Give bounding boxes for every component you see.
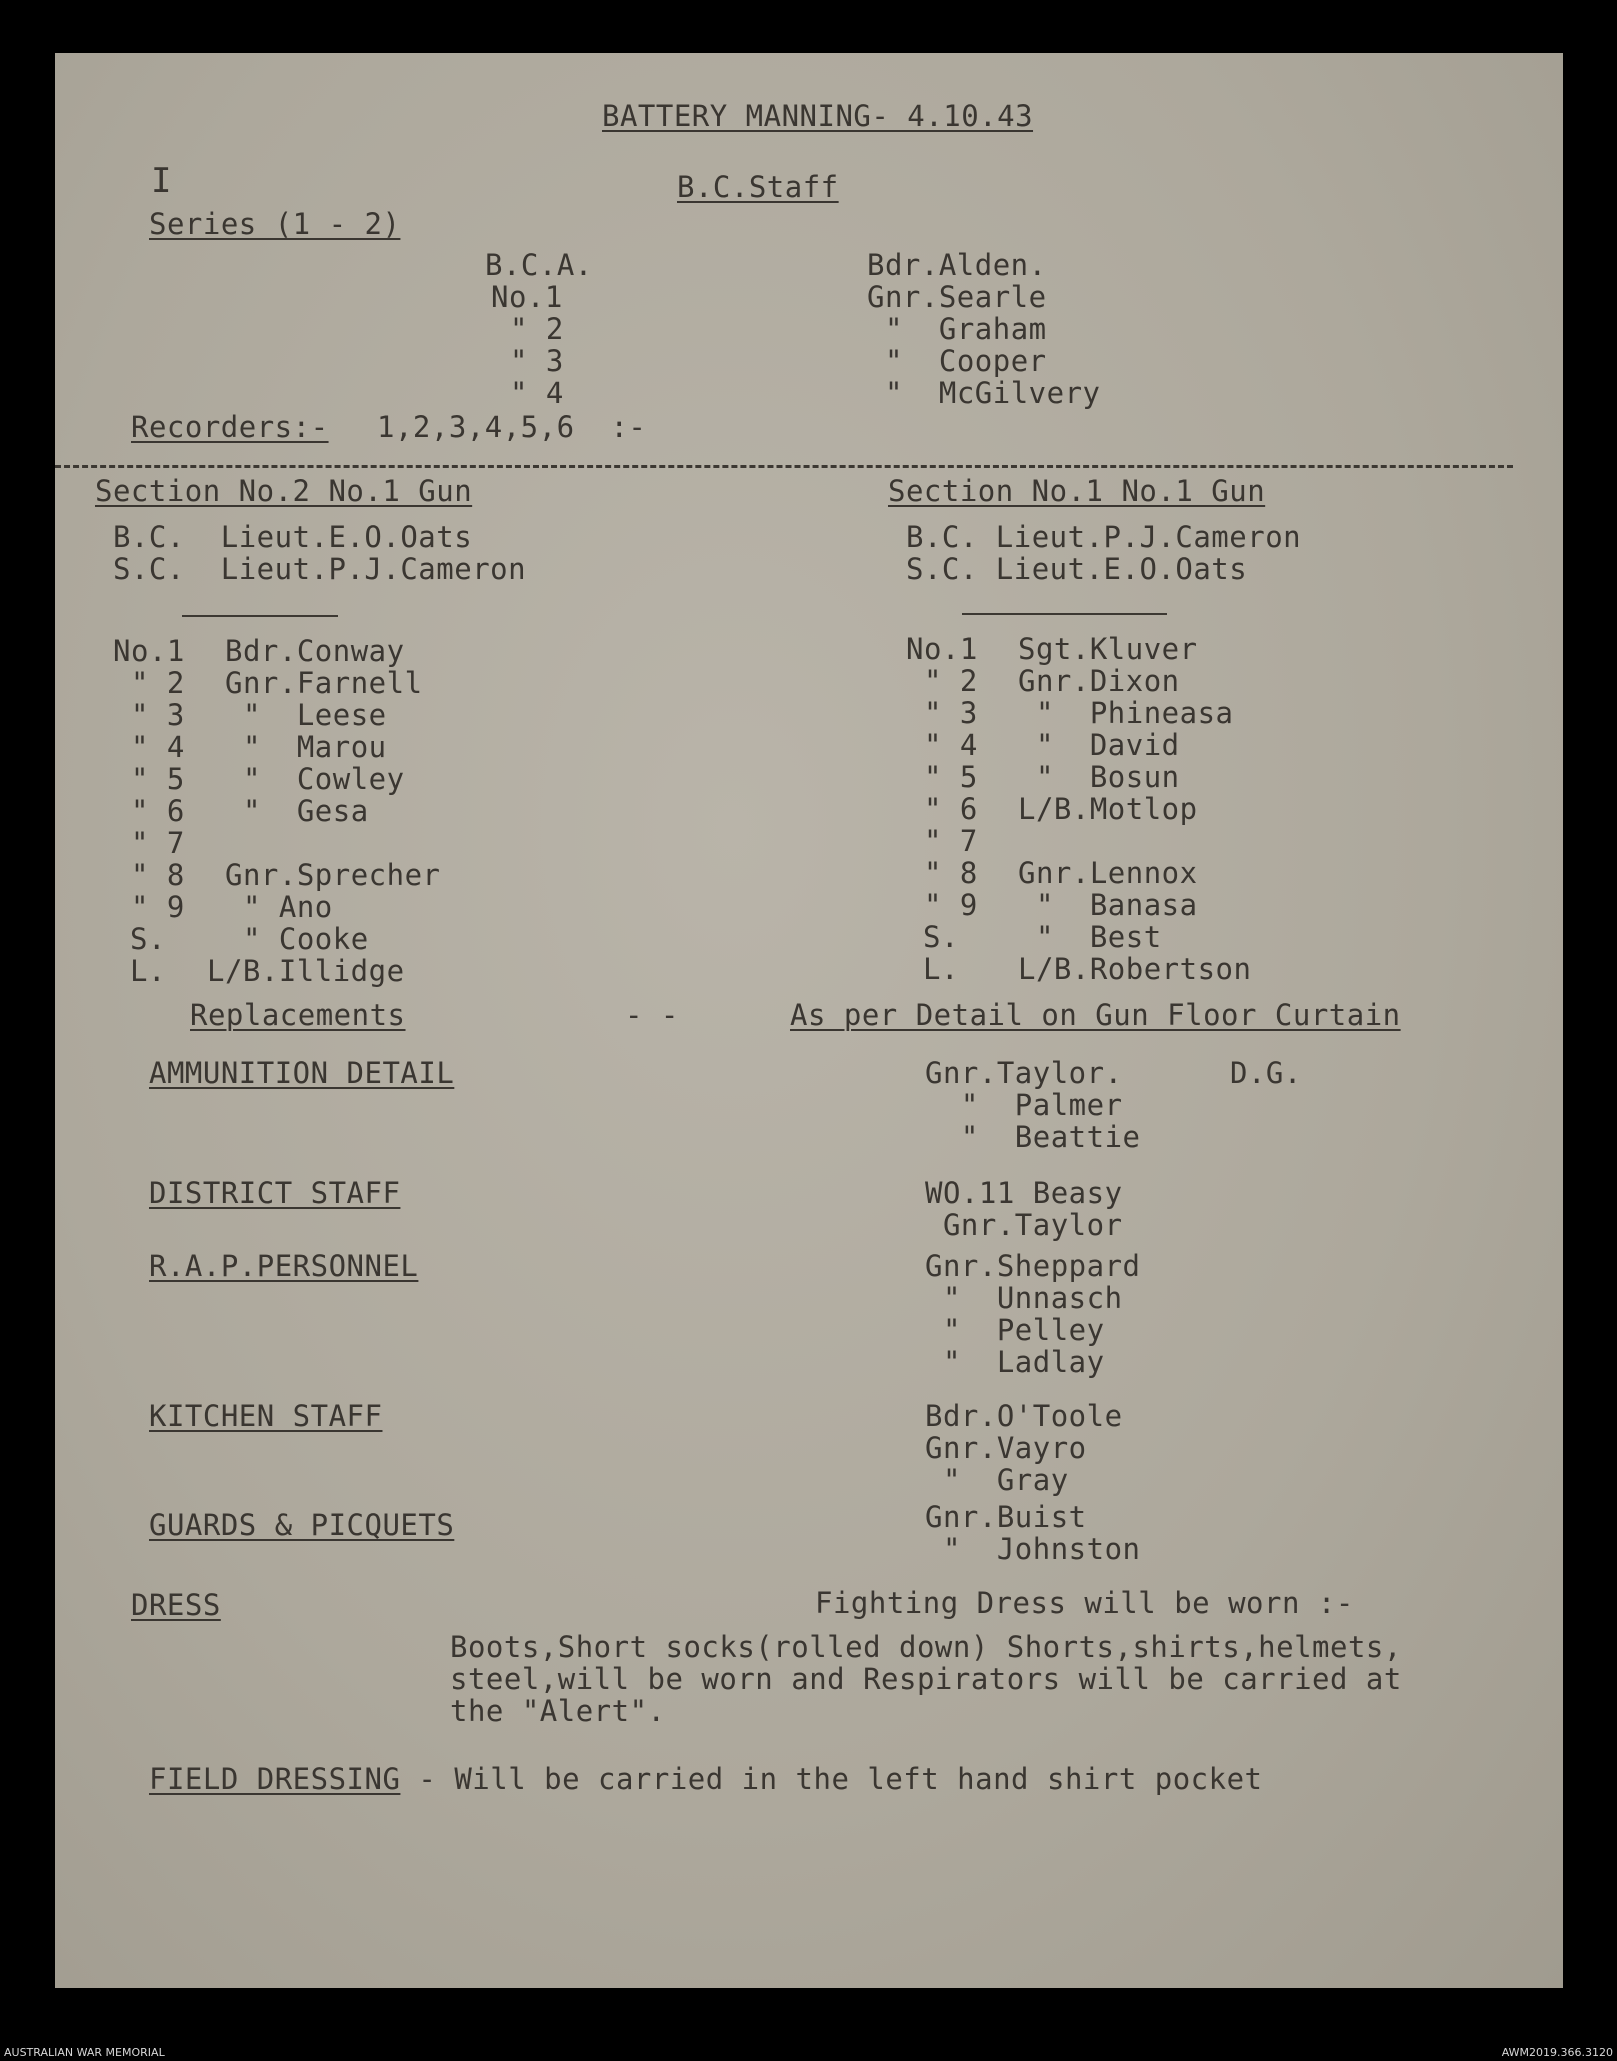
handwritten-mark: I	[151, 161, 172, 201]
bc-staff-name: Gnr.Searle	[867, 280, 1047, 314]
left-crew-position: " 9	[113, 890, 185, 924]
left-crew-position: " 5	[113, 762, 185, 796]
left-crew-name: Gnr.Sprecher	[225, 858, 441, 892]
left-crew-position: " 2	[113, 666, 185, 700]
section-divider	[55, 465, 1513, 468]
bc-staff-position: " 3	[510, 344, 564, 378]
ammunition-name: " Beattie	[925, 1120, 1141, 1154]
right-crew-position: " 3	[906, 696, 978, 730]
district-name: WO.11 Beasy	[925, 1176, 1123, 1210]
rap-name: " Ladlay	[925, 1345, 1105, 1379]
guards-label: GUARDS & PICQUETS	[149, 1508, 455, 1542]
guards-name: Gnr.Buist	[925, 1500, 1087, 1534]
district-name: Gnr.Taylor	[925, 1208, 1123, 1242]
right-crew-name: " Phineasa	[1018, 696, 1234, 730]
right-crew-position: L.	[923, 952, 959, 986]
ammunition-label: AMMUNITION DETAIL	[149, 1056, 455, 1090]
right-short-rule	[962, 613, 1167, 615]
footer-right: AWM2019.366.3120	[1501, 2046, 1613, 2059]
right-crew-position: " 9	[906, 888, 978, 922]
right-crew-name: " Bosun	[1018, 760, 1180, 794]
kitchen-name: Bdr.O'Toole	[925, 1399, 1123, 1433]
left-sc: S.C. Lieut.P.J.Cameron	[113, 552, 527, 586]
replacements-separator: - -	[625, 998, 679, 1032]
rap-name: Gnr.Sheppard	[925, 1249, 1141, 1283]
recorders-value: 1,2,3,4,5,6 :-	[377, 410, 647, 444]
right-crew-name: " Banasa	[1018, 888, 1198, 922]
ammunition-name: " Palmer	[925, 1088, 1123, 1122]
right-crew-name: " David	[1018, 728, 1180, 762]
rap-name: " Pelley	[925, 1313, 1105, 1347]
left-crew-name: Bdr.Conway	[225, 634, 405, 668]
field-dressing-label: FIELD DRESSING	[149, 1762, 401, 1796]
left-section-header: Section No.2 No.1 Gun	[95, 474, 473, 508]
bc-staff-name: " Cooper	[885, 344, 1047, 378]
series-label: Series (1 - 2)	[149, 207, 401, 241]
left-crew-name: " Marou	[225, 730, 387, 764]
bc-staff-name: " McGilvery	[885, 376, 1101, 410]
bc-staff-position: B.C.A.	[485, 248, 593, 282]
left-crew-name: " Gesa	[225, 794, 369, 828]
left-crew-position: " 8	[113, 858, 185, 892]
right-crew-position: No.1	[906, 632, 978, 666]
field-dressing-text: - Will be carried in the left hand shirt pocket	[400, 1762, 1263, 1796]
dress-text-line: the "Alert".	[450, 1694, 666, 1728]
right-crew-name: L/B.Robertson	[1018, 952, 1252, 986]
dress-intro: Fighting Dress will be worn :-	[815, 1586, 1354, 1620]
left-crew-position: " 3	[113, 698, 185, 732]
right-sc: S.C. Lieut.E.O.Oats	[906, 552, 1248, 586]
replacements-label: Replacements	[190, 998, 406, 1032]
right-crew-name: Sgt.Kluver	[1018, 632, 1198, 666]
left-crew-name: L/B.Illidge	[207, 954, 405, 988]
rap-name: " Unnasch	[925, 1281, 1123, 1315]
document-title: BATTERY MANNING- 4.10.43	[602, 99, 1034, 133]
subtitle: B.C.Staff	[677, 170, 839, 204]
right-section-header: Section No.1 No.1 Gun	[888, 474, 1266, 508]
ammunition-name: Gnr.Taylor.	[925, 1056, 1123, 1090]
guards-name: " Johnston	[925, 1532, 1141, 1566]
right-crew-position: " 8	[906, 856, 978, 890]
field-dressing-row	[149, 1763, 1263, 1795]
right-bc: B.C. Lieut.P.J.Cameron	[906, 520, 1302, 554]
right-crew-position: " 6	[906, 792, 978, 826]
ammunition-note: D.G.	[1230, 1056, 1302, 1090]
bc-staff-position: " 2	[510, 312, 564, 346]
kitchen-label: KITCHEN STAFF	[149, 1399, 383, 1433]
right-crew-position: " 5	[906, 760, 978, 794]
left-crew-name: " Cooke	[225, 922, 369, 956]
recorders-label: Recorders:-	[131, 410, 329, 444]
left-crew-position: L.	[130, 954, 166, 988]
left-crew-position: S.	[130, 922, 166, 956]
left-crew-position: " 6	[113, 794, 185, 828]
district-label: DISTRICT STAFF	[149, 1176, 401, 1210]
dress-text-line: Boots,Short socks(rolled down) Shorts,shirts,helmets,	[450, 1630, 1402, 1664]
bc-staff-position: " 4	[510, 376, 564, 410]
kitchen-name: " Gray	[925, 1463, 1069, 1497]
rap-label: R.A.P.PERSONNEL	[149, 1249, 419, 1283]
right-crew-name: " Best	[1018, 920, 1162, 954]
right-crew-position: " 4	[906, 728, 978, 762]
bc-staff-name: Bdr.Alden.	[867, 248, 1047, 282]
right-crew-position: " 7	[906, 824, 978, 858]
right-crew-name: Gnr.Dixon	[1018, 664, 1180, 698]
left-crew-position: " 4	[113, 730, 185, 764]
left-crew-name: " Ano	[225, 890, 333, 924]
footer-left: AUSTRALIAN WAR MEMORIAL	[4, 2046, 165, 2059]
dress-label: DRESS	[131, 1588, 221, 1622]
kitchen-name: Gnr.Vayro	[925, 1431, 1087, 1465]
bc-staff-position: No.1	[491, 280, 563, 314]
left-crew-name: Gnr.Farnell	[225, 666, 423, 700]
left-crew-position: No.1	[113, 634, 185, 668]
right-crew-position: " 2	[906, 664, 978, 698]
document-page	[55, 53, 1563, 1988]
right-crew-name: L/B.Motlop	[1018, 792, 1198, 826]
dress-text-line: steel,will be worn and Respirators will be carried at	[450, 1662, 1402, 1696]
replacements-value: As per Detail on Gun Floor Curtain	[790, 998, 1401, 1032]
left-bc: B.C. Lieut.E.O.Oats	[113, 520, 473, 554]
left-short-rule	[182, 615, 338, 617]
right-crew-position: S.	[923, 920, 959, 954]
bc-staff-name: " Graham	[885, 312, 1047, 346]
left-crew-name: " Cowley	[225, 762, 405, 796]
right-crew-name: Gnr.Lennox	[1018, 856, 1198, 890]
left-crew-name: " Leese	[225, 698, 387, 732]
left-crew-position: " 7	[113, 826, 185, 860]
